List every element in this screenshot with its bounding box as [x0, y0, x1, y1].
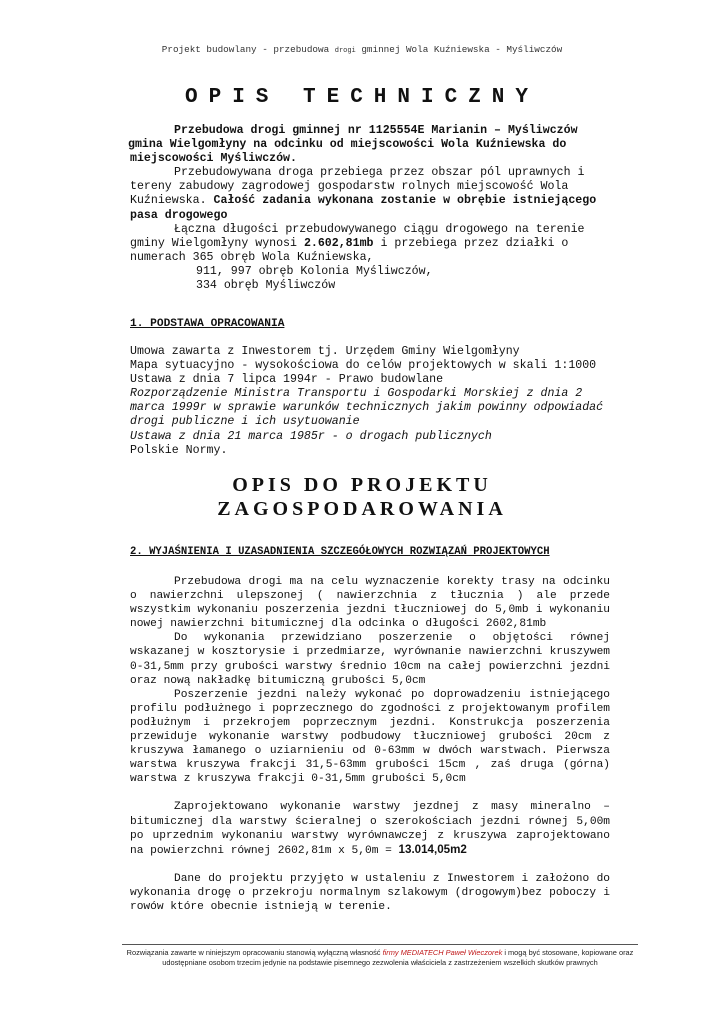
main-title: OPIS TECHNICZNY	[184, 86, 540, 109]
paragraph: Przebudowa drogi ma na celu wyznaczenie korekty trasy na odcinku o nawierzchni ulepszonej ( nawierzchnia z tłucznia ) ale przede wszystkim wykonaniu poszerzenia jezdni tłuczniowej do 5,0mb i wykonaniu nowej nawierzchni bitumicznej dla odcinka o długości 2602,81mb	[130, 576, 610, 631]
section-1-heading: 1. PODSTAWA OPRACOWANIA	[130, 318, 285, 330]
paragraph: Zaprojektowano wykonanie warstwy jezdnej z masy mineralno – bitumicznej dla warstwy ścieralnej o szerokościach jezdni równej 5,00m po uprzednim wykonaniu warstwy wyrównawczej z kruszywa zaprojektowano na powierzchni równej 2602,81m x 5,0m = 13.014,05m2	[130, 801, 610, 857]
intro-block: Przebudowa drogi gminnej nr 1125554E Marianin – Myśliwczów gmina Wielgomłyny na odcinku od miejscowości Wola Kuźniewska do miejscowości Myśliwczów. Przebudowywana droga przebiega przez obszar pól uprawnych i tereny zabudowy zagrodowej gospodarstw rolnych miejscowość Wola Kuźniewska. Całość zadania wykonana zostanie w obrębie istniejącego pasa drogowego Łączna długości przebudowywanego ciągu drogowego na terenie gminy Wielgomłyny wynosi 2.602,81mb i przebiega przez działki o numerach 365 obręb Wola Kuźniewska, 911, 997 obręb Kolonia Myśliwczów, 334 obręb Myśliwczów	[128, 124, 597, 293]
section-1-list: Umowa zawarta z Inwestorem tj. Urzędem Gminy Wielgomłyny Mapa sytuacyjno - wysokościowa do celów projektowych w skali 1:1000 Ustawa z dnia 7 lipca 1994r - Prawo budowlane Rozporządzenie Ministra Transportu i Gospodarki Morskiej z dnia 2 marca 1999r w sprawie warunków technicznych jakim powinny odpowiadać drogi publiczne i ich usytuowanie Ustawa z dnia 21 marca 1985r - o drogach publicznych Polskie Normy.	[130, 345, 604, 457]
paragraph: Do wykonania przewidziano poszerzenie o objętości równej wskazanej w kosztorysie i przedmiarze, wyrównanie nawierzchni kruszywem 0-31,5mm przy grubości warstwy średnio 10cm na całej powierzchni jezdni oraz nową nakładkę bitumiczną grubości 5,0cm	[130, 632, 610, 687]
paragraph: Dane do projektu przyjęto w ustaleniu z Inwestorem i założono do wykonania drogę o przekroju normalnym szlakowym (drogowym)bez poboczy i rowów które obecnie istnieją w terenie.	[130, 872, 610, 913]
paragraph: Poszerzenie jezdni należy wykonać po doprowadzeniu istniejącego profilu podłużnego i poprzecznego do zgodności z projektowanym profilem podłużnym i przekrojem poprzecznym jezdni. Konstrukcja poszerzenia przewiduje wykonanie warstwy podbudowy tłuczniowej grubości 20cm z kruszywa łamanego o uziarnieniu od 0-63mm w dwóch warstwach. Pierwsza warstwa kruszywa frakcji 31,5-63mm grubości 15cm , zaś druga (górna) warstwa z kruszywa frakcji 0-31,5mm grubości 5,0cm	[130, 688, 610, 786]
subtitle: OPIS DO PROJEKTU ZAGOSPODAROWANIA	[217, 474, 507, 520]
footer-note: Rozwiązania zawarte w niniejszym opracowaniu stanowią wyłączną własność firmy MEDIATECH Paweł Wieczorek i mogą być stosowane, kopiowane oraz udostępniane osobom trzecim jedynie na podstawie pisemnego zezwolenia właściciela z zastrzeżeniem wszelkich skutków prawnych	[126, 948, 634, 967]
footer-divider	[122, 944, 638, 945]
running-header: Projekt budowlany - przebudowa drogi gminnej Wola Kuźniewska - Myśliwczów	[161, 44, 563, 55]
section-2-body	[130, 575, 610, 914]
section-2-heading: 2. WYJAŚNIENIA I UZASADNIENIA SZCZEGÓŁOWYCH ROZWIĄZAŃ PROJEKTOWYCH	[130, 546, 550, 558]
